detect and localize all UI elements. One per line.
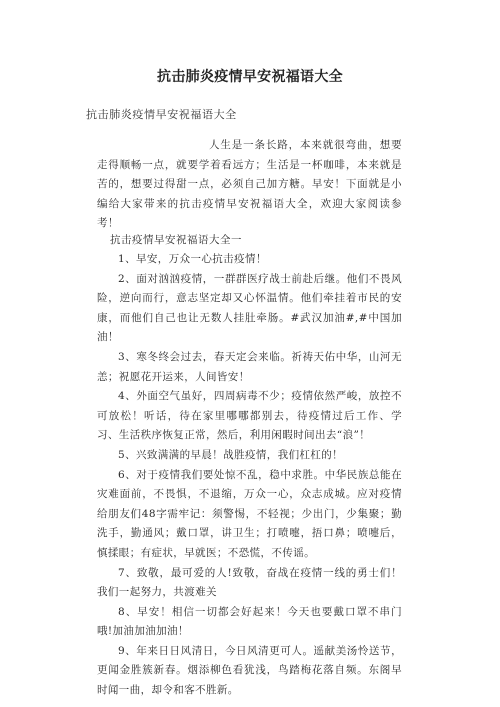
- document-title: 抗击肺炎疫情早安祝福语大全: [157, 69, 343, 85]
- list-item: 6、对于疫情我们要处惊不乱，稳中求胜。中华民族总能在灾难面前，不畏惧，不退缩，万众一心，众志成城。应对疫情给朋友们48字需牢记：须警惕，不轻视；少出门，少集聚；勤洗手，勤通风；戴口罩，讲卫生；打喷嚏，捂口鼻；喷嚏后，慎揉眼；有症状，早就医；不恐慌，不传谣。: [97, 468, 402, 559]
- list-item: 8、早安！相信一切都会好起来！今天也要戴口罩不串门哦!加油加油加油！: [97, 605, 402, 638]
- list-item: 9、年来日日风清日，今日风清更可人。遥献美汤怜送节，更闻金胜簇新春。烟添柳色看犹浅，鸟踏梅花落自频。东阁早时闻一曲，却令和客不胜新。: [97, 644, 402, 697]
- list-item: 3、寒冬终会过去，春天定会来临。祈祷天佑中华，山河无恙；祝愿花开运来，人间皆安！: [97, 350, 402, 383]
- list-item: 2、面对汹汹疫情，一群群医疗战士前赴后继。他们不畏风险，逆向而行，意志坚定却又心怀温情。他们牵挂着市民的安康，而他们自己也让无数人挂肚牵肠。#武汉加油#,#中国加油！: [97, 272, 402, 344]
- intro-paragraph: 人生是一条长路，本来就很弯曲，想要走得顺畅一点，就要学着看远方；生活是一杯咖啡，本来就是苦的，想要过得甜一点，必须自己加方糖。早安！下面就是小编给大家带来的抗击疫情早安祝福语大全，欢迎大家阅读参考！: [97, 139, 402, 230]
- section-heading: 抗击疫情早安祝福语大全一: [110, 234, 242, 246]
- list-item: 4、外面空气虽好，四周病毒不少；疫情依然严峻，放控不可放松！听话，待在家里哪哪都别去，待疫情过后工作、学习、生活秩序恢复正常，然后，利用闲暇时间出去“浪”！: [97, 390, 402, 442]
- list-item: 1、早安，万众一心抗击疫情！: [118, 253, 267, 265]
- list-item: 5、兴致满满的早晨！战胜疫情，我们杠杠的！: [118, 448, 344, 461]
- wish-list: [97, 250, 402, 701]
- list-item: 7、致敬，最可爱的人!致敬，奋战在疫情一线的勇士们！我们一起努力，共渡难关: [97, 566, 402, 599]
- intro-block: [97, 136, 402, 234]
- document-subtitle: 抗击肺炎疫情早安祝福语大全: [86, 108, 237, 121]
